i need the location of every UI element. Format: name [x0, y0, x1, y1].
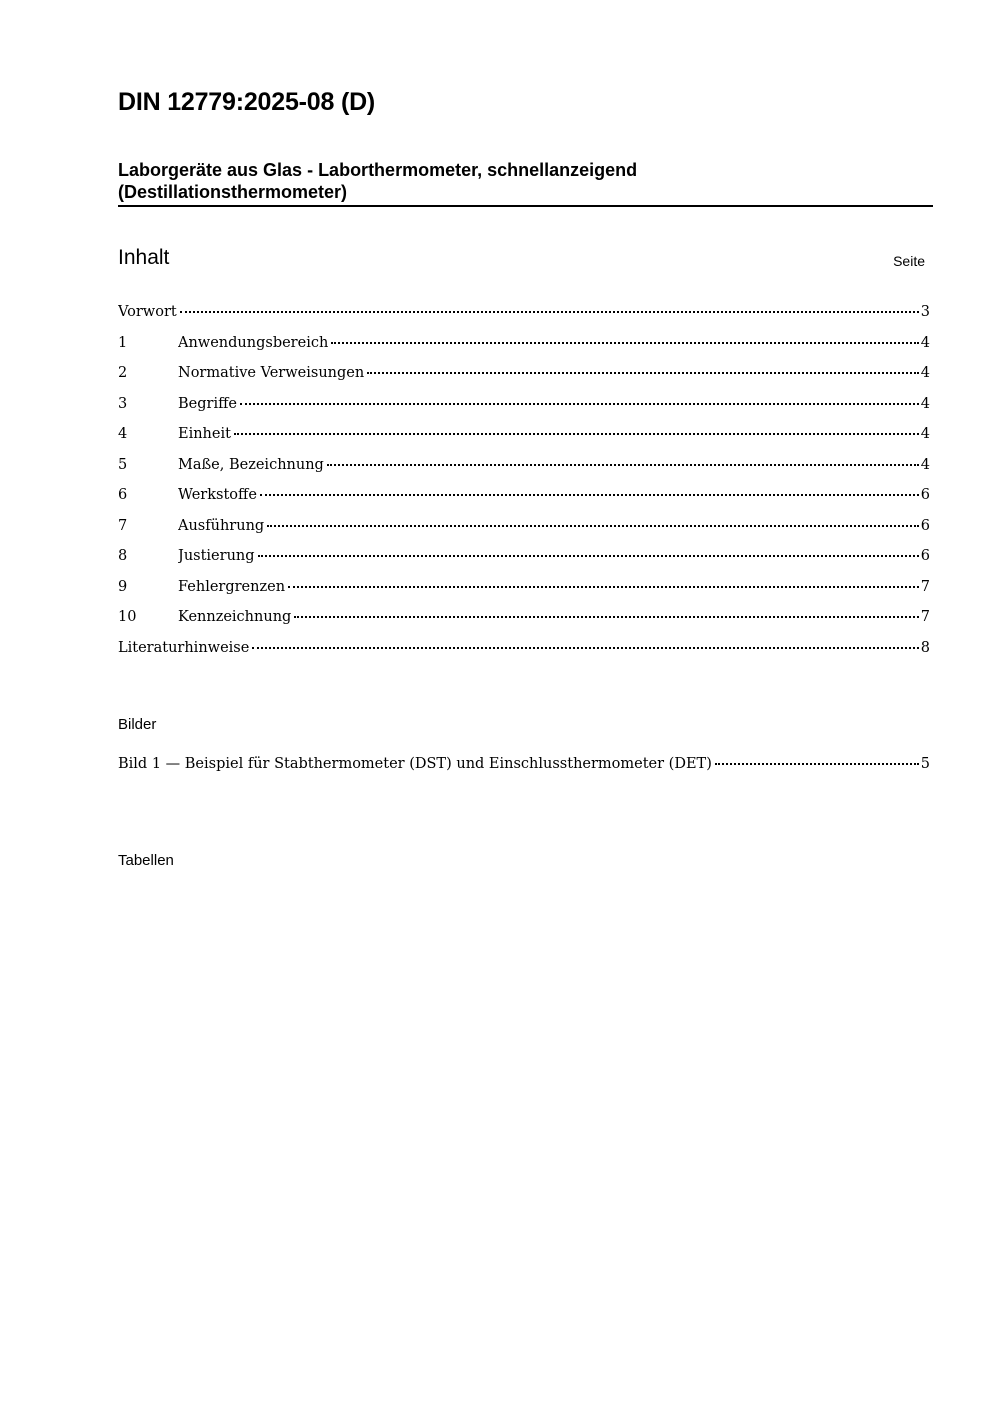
- table-of-contents: [118, 301, 930, 667]
- toc-entry-number: 3: [118, 395, 128, 412]
- figure-dot-leader: [715, 763, 919, 765]
- toc-entry-page: 4: [920, 395, 930, 412]
- toc-dot-leader: [260, 494, 919, 496]
- toc-entry-text: Kennzeichnung: [178, 609, 292, 625]
- toc-entry-number: 8: [118, 548, 128, 564]
- toc-entry-page: 7: [920, 609, 930, 625]
- list-of-figures: [118, 753, 930, 784]
- toc-entry-page: 3: [920, 304, 930, 320]
- toc-entry-text: Begriffe: [178, 395, 237, 412]
- toc-dot-leader: [331, 342, 918, 344]
- toc-dot-leader: [258, 555, 919, 557]
- toc-entry-9[interactable]: [118, 576, 930, 607]
- toc-entry-page: 4: [920, 426, 930, 442]
- toc-entry-5[interactable]: [118, 454, 930, 485]
- toc-entry-text: Anwendungsbereich: [178, 334, 329, 351]
- toc-entry-2[interactable]: [118, 362, 930, 393]
- toc-dot-leader: [288, 586, 919, 588]
- toc-dot-leader: [267, 525, 919, 527]
- toc-entry-6[interactable]: [118, 484, 930, 515]
- toc-entry-number: 6: [118, 487, 128, 503]
- toc-entry-number: 2: [118, 365, 128, 381]
- toc-entry-text: Justierung: [178, 548, 255, 564]
- toc-dot-leader: [240, 403, 919, 405]
- toc-entry-text: Einheit: [178, 426, 231, 442]
- toc-entry-8[interactable]: [118, 545, 930, 576]
- toc-entry-page: 8: [920, 639, 930, 656]
- toc-entry-literaturhinweise[interactable]: [118, 637, 930, 668]
- toc-entry-page: 4: [920, 334, 930, 351]
- toc-entry-4[interactable]: [118, 423, 930, 454]
- toc-dot-leader: [294, 616, 918, 618]
- figure-entry-page: 5: [920, 756, 930, 772]
- figures-list-heading: Bilder: [118, 716, 157, 733]
- toc-entry-page: 7: [920, 578, 930, 595]
- toc-entry-7[interactable]: [118, 515, 930, 546]
- toc-entry-number: 1: [118, 334, 128, 351]
- toc-entry-text: Ausführung: [178, 517, 265, 534]
- toc-entry-3[interactable]: [118, 393, 930, 424]
- toc-entry-page: 6: [920, 487, 930, 503]
- toc-entry-text: Fehlergrenzen: [178, 578, 286, 595]
- toc-entry-number: 9: [118, 578, 128, 595]
- toc-page-column-label: Seite: [893, 253, 925, 269]
- toc-heading: Inhalt: [118, 246, 170, 269]
- toc-entry-vorwort[interactable]: [118, 301, 930, 332]
- toc-entry-page: 6: [920, 517, 930, 534]
- document-title: [118, 159, 933, 204]
- toc-entry-text: Werkstoffe: [178, 487, 257, 503]
- toc-entry-page: 6: [920, 548, 930, 564]
- toc-dot-leader: [327, 464, 919, 466]
- toc-entry-text: Normative Verweisungen: [178, 365, 365, 381]
- document-title-line-1: Laborgeräte aus Glas - Laborthermometer, schnellanzeigend: [118, 160, 638, 180]
- toc-entry-page: 4: [920, 456, 930, 473]
- toc-entry-number: 10: [118, 609, 137, 625]
- toc-entry-text: Vorwort: [118, 304, 177, 320]
- toc-dot-leader: [252, 647, 918, 649]
- toc-entry-number: 4: [118, 426, 128, 442]
- toc-dot-leader: [180, 311, 919, 313]
- figure-entry-1[interactable]: [118, 753, 930, 784]
- figure-entry-text: Bild 1 — Beispiel für Stabthermometer (DST) und Einschlussthermometer (DET): [118, 756, 712, 772]
- document-title-line-2: (Destillationsthermometer): [118, 182, 348, 202]
- toc-entry-number: 7: [118, 517, 128, 534]
- toc-entry-page: 4: [920, 365, 930, 381]
- toc-entry-number: 5: [118, 456, 128, 473]
- toc-entry-text: Maße, Bezeichnung: [178, 456, 324, 473]
- toc-entry-1[interactable]: [118, 332, 930, 363]
- toc-entry-10[interactable]: [118, 606, 930, 637]
- document-identifier: DIN 12779:2025-08 (D): [118, 88, 376, 116]
- tables-list-heading: Tabellen: [118, 852, 174, 869]
- toc-entry-text: Literaturhinweise: [118, 639, 250, 656]
- title-rule: [118, 205, 933, 207]
- toc-dot-leader: [367, 372, 919, 374]
- toc-dot-leader: [234, 433, 919, 435]
